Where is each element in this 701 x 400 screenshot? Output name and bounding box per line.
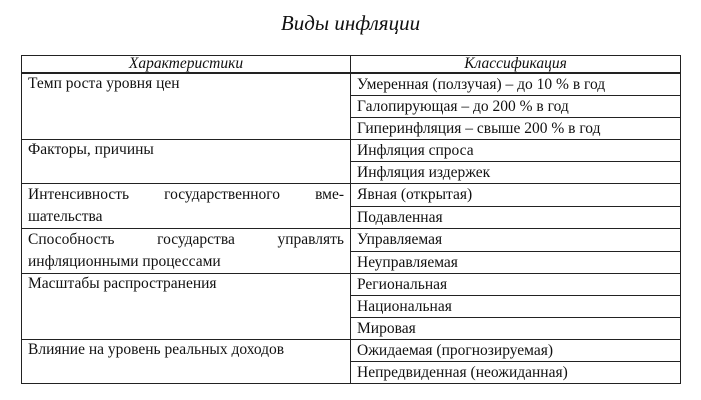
- table-row: [22, 73, 681, 96]
- classification-cell: Национальная: [351, 296, 681, 318]
- classification-cell: Инфляция спроса: [351, 140, 681, 162]
- characteristic-cell: [22, 229, 351, 274]
- classification-cell: Региональная: [351, 274, 681, 296]
- table-title: Виды инфляции: [280, 11, 421, 35]
- table-row: [22, 340, 681, 362]
- classification-cell: Непредвиденная (неожиданная): [351, 362, 681, 384]
- classification-cell: Инфляция издержек: [351, 162, 681, 184]
- classification-cell: Подавленная: [351, 206, 681, 229]
- table-row: [22, 140, 681, 162]
- header-classification: Классификация: [351, 56, 681, 74]
- characteristic-cell: Масштабы распространения: [22, 274, 351, 340]
- characteristic-line: Интенсивность государственного вме-: [28, 186, 344, 203]
- table-row: [22, 274, 681, 296]
- characteristic-line: инфляционными процессами: [28, 253, 221, 270]
- classification-cell: Ожидаемая (прогнозируемая): [351, 340, 681, 362]
- characteristic-cell: Темп роста уровня цен: [22, 73, 351, 140]
- classification-cell: Гиперинфляция – свыше 200 % в год: [351, 118, 681, 140]
- table-row: [22, 229, 681, 252]
- classification-cell: Умеренная (ползучая) – до 10 % в год: [351, 73, 681, 96]
- classification-cell: Мировая: [351, 318, 681, 340]
- characteristic-cell: Факторы, причины: [22, 140, 351, 184]
- characteristic-line: шательства: [28, 208, 103, 225]
- characteristic-cell: [22, 184, 351, 229]
- classification-cell: Управляемая: [351, 229, 681, 252]
- inflation-types-table: [21, 55, 681, 384]
- table-header-row: [22, 56, 681, 74]
- classification-cell: Неуправляемая: [351, 251, 681, 274]
- classification-cell: Явная (открытая): [351, 184, 681, 207]
- table-row: [22, 184, 681, 207]
- classification-cell: Галопирующая – до 200 % в год: [351, 96, 681, 118]
- header-characteristics: Характеристики: [22, 56, 351, 74]
- characteristic-cell: Влияние на уровень реальных доходов: [22, 340, 351, 384]
- characteristic-line: Способность государства управлять: [28, 231, 344, 248]
